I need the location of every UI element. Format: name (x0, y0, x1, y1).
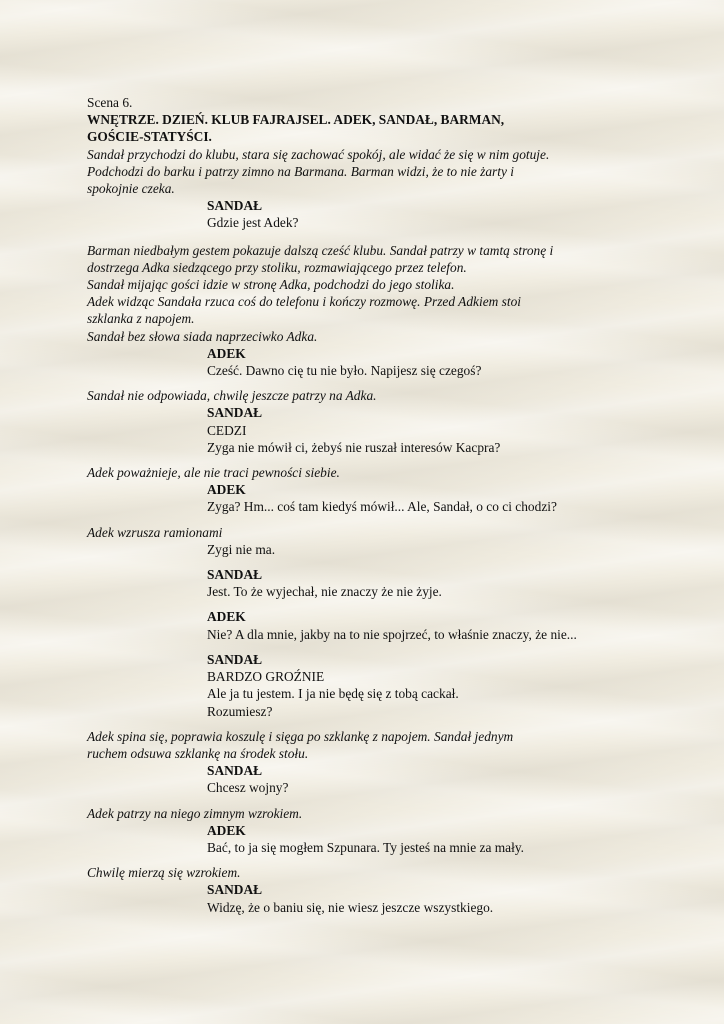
dialogue-line: Jest. To że wyjechał, nie znaczy że nie żyje. (207, 584, 442, 600)
dialogue-block (87, 422, 647, 456)
character-name: SANDAŁ (207, 763, 263, 779)
dialogue-block (87, 362, 647, 379)
parenthetical: CEDZI (207, 422, 247, 438)
action-block (87, 464, 647, 481)
character-name: ADEK (207, 822, 246, 838)
character-name: SANDAŁ (207, 882, 263, 898)
character-name: ADEK (207, 482, 246, 498)
dialogue-block (87, 541, 647, 558)
dialogue-block (87, 214, 647, 231)
dialogue-block (87, 839, 647, 856)
action-line: Adek poważnieje, ale nie traci pewności siebie. (87, 465, 340, 481)
action-line: Sandał przychodzi do klubu, stara się zachować spokój, ale widać że się w nim gotuje. (87, 146, 550, 162)
action-line: spokojnie czeka. (87, 181, 175, 197)
dialogue-block (87, 779, 647, 796)
character-name: SANDAŁ (207, 405, 263, 421)
action-block (87, 805, 647, 822)
action-block (87, 864, 647, 881)
action-block (87, 524, 647, 541)
action-line: Podchodzi do barku i patrzy zimno na Barmana. Barman widzi, że to nie żarty i (87, 163, 515, 179)
character-name: ADEK (207, 345, 246, 361)
character-name: SANDAŁ (207, 567, 263, 583)
action-block (87, 728, 647, 762)
dialogue-line: Zyga? Hm... coś tam kiedyś mówił... Ale, Sandał, o co ci chodzi? (207, 499, 557, 515)
action-block (87, 242, 647, 345)
action-line: dostrzega Adka siedzącego przy stoliku, rozmawiającego przez telefon. (87, 259, 467, 275)
character-name: ADEK (207, 609, 246, 625)
action-line: Sandał nie odpowiada, chwilę jeszcze patrzy na Adka. (87, 388, 377, 404)
dialogue-line: Cześć. Dawno cię tu nie było. Napijesz się czegoś? (207, 363, 482, 379)
character-name: SANDAŁ (207, 198, 263, 214)
dialogue-line: Zygi nie ma. (207, 541, 276, 557)
action-line: ruchem odsuwa szklankę na środek stołu. (87, 745, 309, 761)
action-line: szklanka z napojem. (87, 311, 195, 327)
scene-heading-line: WNĘTRZE. DZIEŃ. KLUB FAJRAJSEL. ADEK, SANDAŁ, BARMAN, (87, 112, 505, 128)
action-line: Sandał bez słowa siada naprzeciwko Adka. (87, 328, 318, 344)
dialogue-block (87, 668, 647, 720)
scene-heading-line: GOŚCIE-STATYŚCI. (87, 129, 212, 145)
dialogue-block (87, 899, 647, 916)
dialogue-line: Widzę, że o baniu się, nie wiesz jeszcze wszystkiego. (207, 899, 494, 915)
action-line: Chwilę mierzą się wzrokiem. (87, 865, 241, 881)
parenthetical: BARDZO GROŹNIE (207, 669, 325, 685)
dialogue-line: Zyga nie mówił ci, żebyś nie ruszał interesów Kacpra? (207, 439, 501, 455)
action-line: Adek widząc Sandała rzuca coś do telefonu i kończy rozmowę. Przed Adkiem stoi (87, 294, 522, 310)
dialogue-line: Nie? A dla mnie, jakby na to nie spojrzeć, to właśnie znaczy, że nie... (207, 626, 577, 642)
action-line: Sandał mijając gości idzie w stronę Adka, podchodzi do jego stolika. (87, 277, 455, 293)
dialogue-line: Ale ja tu jestem. I ja nie będę się z tobą cackał. (207, 686, 459, 702)
dialogue-block (87, 583, 647, 600)
action-line: Barman niedbałym gestem pokazuje dalszą cześć klubu. Sandał patrzy w tamtą stronę i (87, 242, 554, 258)
action-block (87, 146, 647, 198)
action-block (87, 387, 647, 404)
dialogue-line: Gdzie jest Adek? (207, 215, 299, 231)
character-name: SANDAŁ (207, 651, 263, 667)
dialogue-line: Chcesz wojny? (207, 780, 289, 796)
scene-number: Scena 6. (87, 95, 133, 110)
action-line: Adek wzrusza ramionami (87, 524, 223, 540)
dialogue-block (87, 498, 647, 515)
action-line: Adek spina się, poprawia koszulę i sięga po szklankę z napojem. Sandał jednym (87, 728, 514, 744)
script-page (87, 94, 647, 916)
dialogue-line: Bać, to ja się mogłem Szpunara. Ty jesteś na mnie za mały. (207, 839, 524, 855)
dialogue-line: Rozumiesz? (207, 703, 273, 719)
dialogue-block (87, 626, 647, 643)
action-line: Adek patrzy na niego zimnym wzrokiem. (87, 805, 303, 821)
